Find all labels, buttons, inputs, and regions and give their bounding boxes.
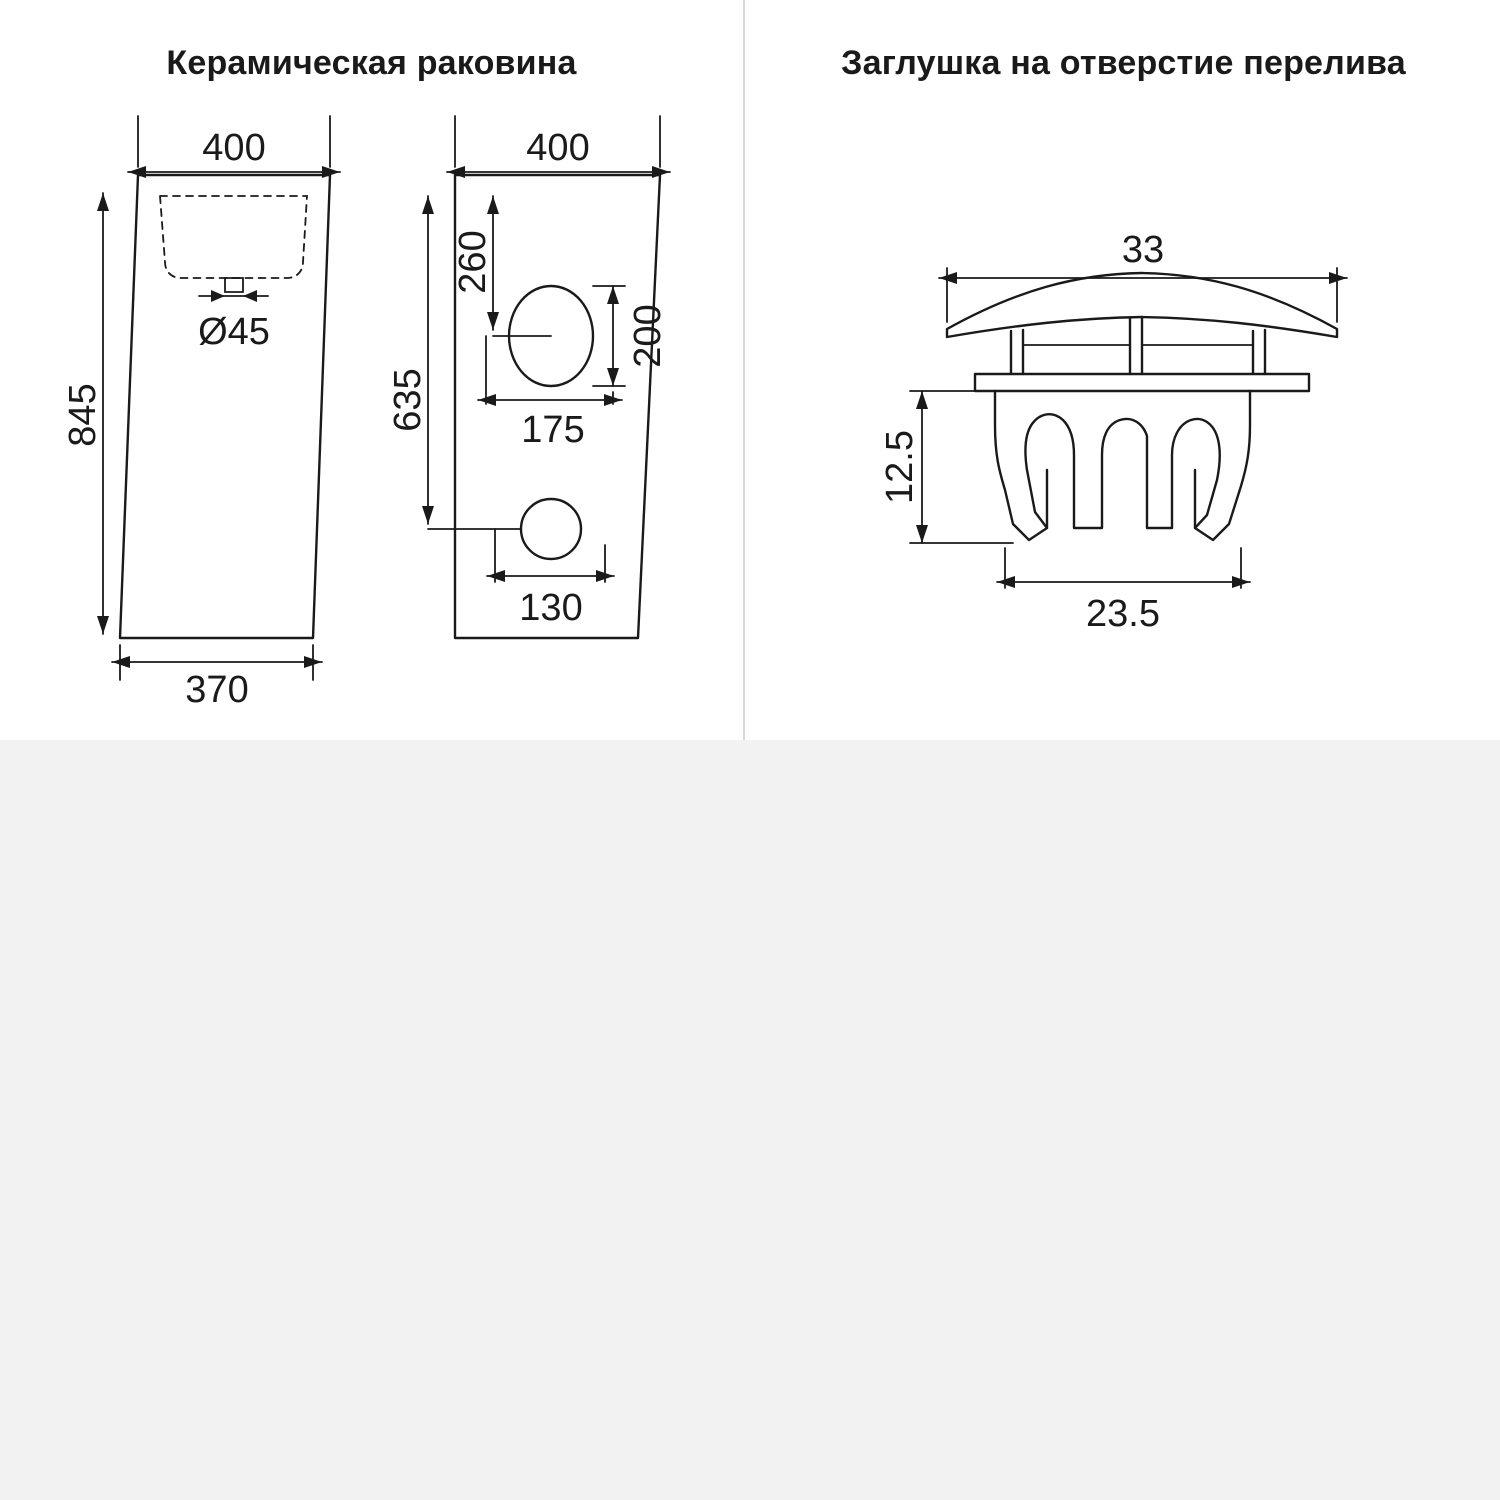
panel-ceramic-sink	[0, 0, 745, 740]
drawing-sheet	[0, 0, 1500, 740]
dim-upper-hole-width: 175	[521, 409, 585, 451]
dim-lower-hole-height: 635	[387, 368, 429, 432]
sink-front-view	[62, 116, 340, 711]
dim-lower-hole-width: 130	[519, 587, 583, 629]
dim-body-width: 23.5	[1086, 593, 1160, 635]
dim-body-height: 12.5	[879, 430, 921, 504]
sink-back-view	[387, 116, 670, 638]
dim-total-height: 845	[62, 383, 104, 447]
dim-front-top-width: 400	[202, 127, 266, 169]
dim-drain-diameter: Ø45	[198, 311, 270, 353]
panel-title-overflow-plug: Заглушка на отверстие перелива	[841, 44, 1406, 82]
dim-cap-width: 33	[1121, 229, 1165, 271]
plug-drawings	[747, 0, 1500, 740]
plug-section-view	[879, 229, 1347, 635]
panel-overflow-plug	[747, 0, 1500, 740]
dim-bottom-width: 370	[185, 669, 249, 711]
dim-upper-hole-size: 200	[627, 304, 669, 368]
dim-upper-hole-height: 260	[452, 230, 494, 294]
panel-title-ceramic-sink: Керамическая раковина	[166, 44, 577, 82]
dim-back-top-width: 400	[526, 127, 590, 169]
sink-drawings	[0, 0, 745, 740]
